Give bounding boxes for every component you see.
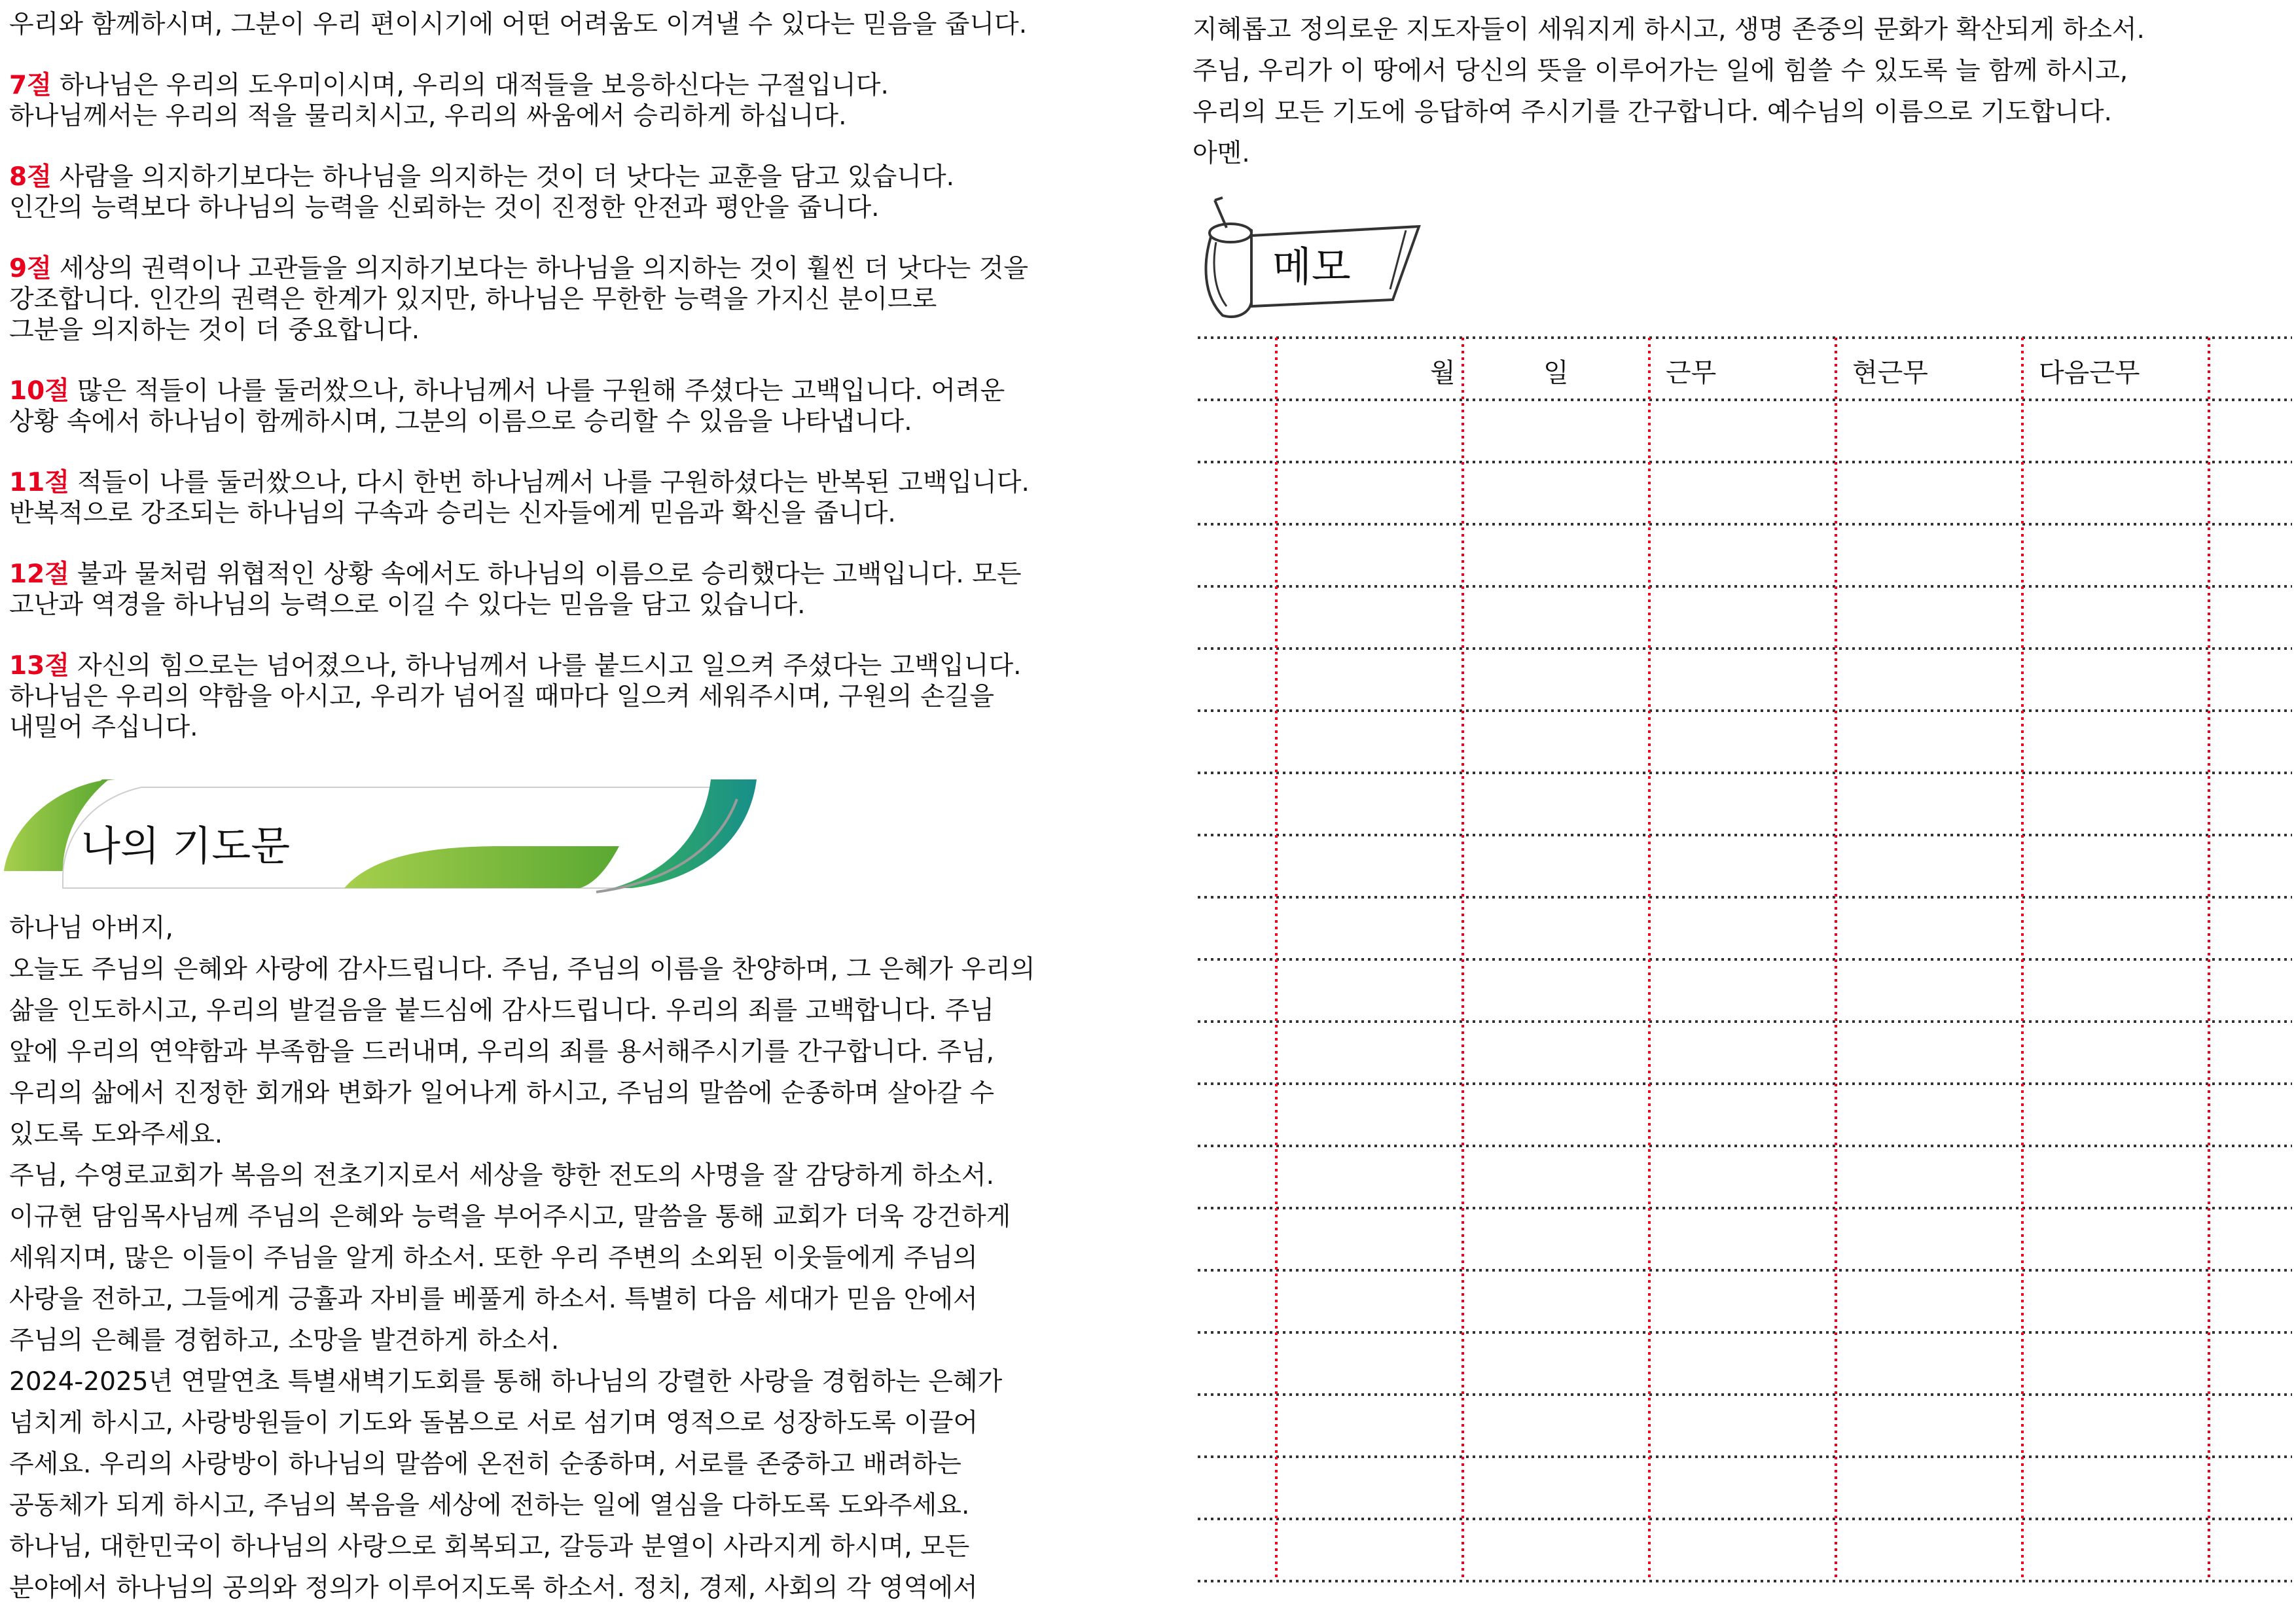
verse-text: 많은 적들이 나를 둘러쌌으나, 하나님께서 나를 구원해 주셨다는 고백입니다. 어려운 <box>77 376 1005 406</box>
verse-line <box>9 559 1122 590</box>
verse-text: 세상의 권력이나 고관들을 의지하기보다는 하나님을 의지하는 것이 훨씬 더 낫다는 것을 <box>59 254 1029 283</box>
prayer-line: 우리의 삶에서 진정한 회개와 변화가 일어나게 하시고, 주님의 말씀에 순종하며 살아갈 수 <box>9 1079 995 1108</box>
verse-number: 10절 <box>9 376 69 406</box>
memo-title: 메모 <box>1272 243 1351 291</box>
verse-line <box>9 376 1122 406</box>
prayer-line: 세워지며, 많은 이들이 주님을 알게 하소서. 또한 우리 주변의 소외된 이웃들에게 주님의 <box>9 1243 978 1273</box>
verse-text: 자신의 힘으로는 넘어졌으나, 하나님께서 나를 붙드시고 일으켜 주셨다는 고백입니다. <box>77 651 1022 681</box>
memo-banner <box>1196 191 1432 322</box>
prayer-line: 우리의 모든 기도에 응답하여 주시기를 간구합니다. 예수님의 이름으로 기도합니다. <box>1193 98 2112 127</box>
verse-block <box>9 70 1122 132</box>
prayer-line: 분야에서 하나님의 공의와 정의가 이루어지도록 하소서. 정치, 경제, 사회의 각 영역에서 <box>9 1573 978 1603</box>
verse-text: 불과 물처럼 위협적인 상황 속에서도 하나님의 이름으로 승리했다는 고백입니다. 모든 <box>77 560 1022 589</box>
prayer-line: 이규현 담임목사님께 주님의 은혜와 능력을 부어주시고, 말씀을 통해 교회가 더욱 강건하게 <box>9 1202 1011 1232</box>
prayer-line: 주님, 수영로교회가 복음의 전초기지로서 세상을 향한 전도의 사명을 잘 감당하게 하소서. <box>9 1161 995 1190</box>
verse-text: 하나님께서는 우리의 적을 물리치시고, 우리의 싸움에서 승리하게 하십니다. <box>9 101 847 131</box>
prayer-line: 지혜롭고 정의로운 지도자들이 세워지게 하시고, 생명 존중의 문화가 확산되게 하소서. <box>1193 15 2145 45</box>
prayer-line: 2024-2025년 연말연초 특별새벽기도회를 통해 하나님의 강렬한 사랑을 경험하는 은혜가 <box>9 1367 1003 1397</box>
verse-line <box>9 162 1122 192</box>
verse-number: 7절 <box>9 71 52 100</box>
verse-text: 반복적으로 강조되는 하나님의 구속과 승리는 신자들에게 믿음과 확신을 줍니다. <box>9 499 896 528</box>
verse-line <box>9 101 1122 132</box>
prayer-continued <box>1193 9 2292 174</box>
verse-text: 내밀어 주십니다. <box>9 713 198 742</box>
prayer-line: 삶을 인도하시고, 우리의 발걸음을 붙드심에 감사드립니다. 우리의 죄를 고백합니다. 주님 <box>9 996 995 1026</box>
verse-list <box>9 70 1122 743</box>
prayer-line: 아멘. <box>1193 139 1250 168</box>
verse-text: 사람을 의지하기보다는 하나님을 의지하는 것이 더 낫다는 교훈을 담고 있습니다. <box>59 162 955 192</box>
intro-text: 우리와 함께하시며, 그분이 우리 편이시기에 어떤 어려움도 이겨낼 수 있다는 믿음을 줍니다. <box>9 10 1028 39</box>
prayer-line: 넘치게 하시고, 사랑방원들이 기도와 돌봄으로 서로 섬기며 영적으로 성장하도록 이끌어 <box>9 1408 978 1438</box>
verse-text: 적들이 나를 둘러쌌으나, 다시 한번 하나님께서 나를 구원하셨다는 반복된 고백입니다. <box>77 468 1030 497</box>
prayer-line: 하나님 아버지, <box>9 914 173 943</box>
header-current-shift: 현근무 <box>1852 358 1928 388</box>
verse-block <box>9 162 1122 223</box>
prayer-line: 주님의 은혜를 경험하고, 소망을 발견하게 하소서. <box>9 1326 560 1355</box>
verse-block <box>9 253 1122 346</box>
verse-text: 상황 속에서 하나님이 함께하시며, 그분의 이름으로 승리할 수 있음을 나타냅니다. <box>9 407 912 437</box>
verse-text: 인간의 능력보다 하나님의 능력을 신뢰하는 것이 진정한 안전과 평안을 줍니다. <box>9 193 880 223</box>
verse-number: 13절 <box>9 651 69 681</box>
prayer-line: 주세요. 우리의 사랑방이 하나님의 말씀에 온전히 순종하며, 서로를 존중하고 배려하는 <box>9 1450 961 1479</box>
verse-block <box>9 559 1122 620</box>
prayer-line: 사랑을 전하고, 그들에게 긍휼과 자비를 베풀게 하소서. 특별히 다음 세대가 믿음 안에서 <box>9 1285 978 1314</box>
verse-number: 9절 <box>9 254 52 283</box>
verse-line <box>9 467 1122 498</box>
verse-line <box>9 406 1122 437</box>
prayer-banner <box>4 773 763 901</box>
prayer-line: 있도록 도와주세요. <box>9 1120 223 1149</box>
verse-number: 12절 <box>9 560 69 589</box>
prayer-line: 오늘도 주님의 은혜와 사랑에 감사드립니다. 주님, 주님의 이름을 찬양하며, 그 은혜가 우리의 <box>9 955 1035 984</box>
verse-line <box>9 315 1122 346</box>
prayer-line: 하나님, 대한민국이 하나님의 사랑으로 회복되고, 갈등과 분열이 사라지게 하시며, 모든 <box>9 1532 970 1561</box>
verse-number: 11절 <box>9 468 69 497</box>
verse-line <box>9 498 1122 529</box>
prayer-line: 주님, 우리가 이 땅에서 당신의 뜻을 이루어가는 일에 힘쓸 수 있도록 늘 함께 하시고, <box>1193 56 2128 86</box>
verse-block <box>9 467 1122 529</box>
verse-text: 하나님은 우리의 도우미이시며, 우리의 대적들을 보응하신다는 구절입니다. <box>59 71 889 100</box>
verse-block <box>9 651 1122 743</box>
header-month: 월 <box>1430 358 1456 388</box>
prayer-text <box>9 908 1122 1609</box>
verse-text: 하나님은 우리의 약함을 아시고, 우리가 넘어질 때마다 일으켜 세워주시며, 구원의 손길을 <box>9 682 995 711</box>
right-column <box>1193 9 2292 322</box>
verse-line <box>9 712 1122 743</box>
prayer-line: 공동체가 되게 하시고, 주님의 복음을 세상에 전하는 일에 열심을 다하도록 도와주세요. <box>9 1491 970 1520</box>
verse-line <box>9 681 1122 712</box>
verse-line <box>9 651 1122 681</box>
header-day: 일 <box>1543 358 1569 388</box>
header-shift: 근무 <box>1666 358 1717 388</box>
verse-line <box>9 253 1122 284</box>
left-column <box>9 9 1122 1609</box>
verse-line <box>9 192 1122 223</box>
prayer-title: 나의 기도문 <box>81 822 291 870</box>
verse-text: 고난과 역경을 하나님의 능력으로 이길 수 있다는 믿음을 담고 있습니다. <box>9 590 806 620</box>
verse-line <box>9 590 1122 620</box>
verse-number: 8절 <box>9 162 52 192</box>
memo-table <box>1198 335 2292 1592</box>
verse-line <box>9 284 1122 315</box>
verse-block <box>9 376 1122 437</box>
verse-text: 강조합니다. 인간의 권력은 한계가 있지만, 하나님은 무한한 능력을 가지신 분이므로 <box>9 285 937 314</box>
verse-line <box>9 70 1122 101</box>
verse-text: 그분을 의지하는 것이 더 중요합니다. <box>9 315 420 345</box>
prayer-line: 앞에 우리의 연약함과 부족함을 드러내며, 우리의 죄를 용서해주시기를 간구합니다. 주님, <box>9 1037 995 1067</box>
header-next-shift: 다음근무 <box>2039 358 2140 388</box>
memo-grid <box>1198 335 2292 1592</box>
